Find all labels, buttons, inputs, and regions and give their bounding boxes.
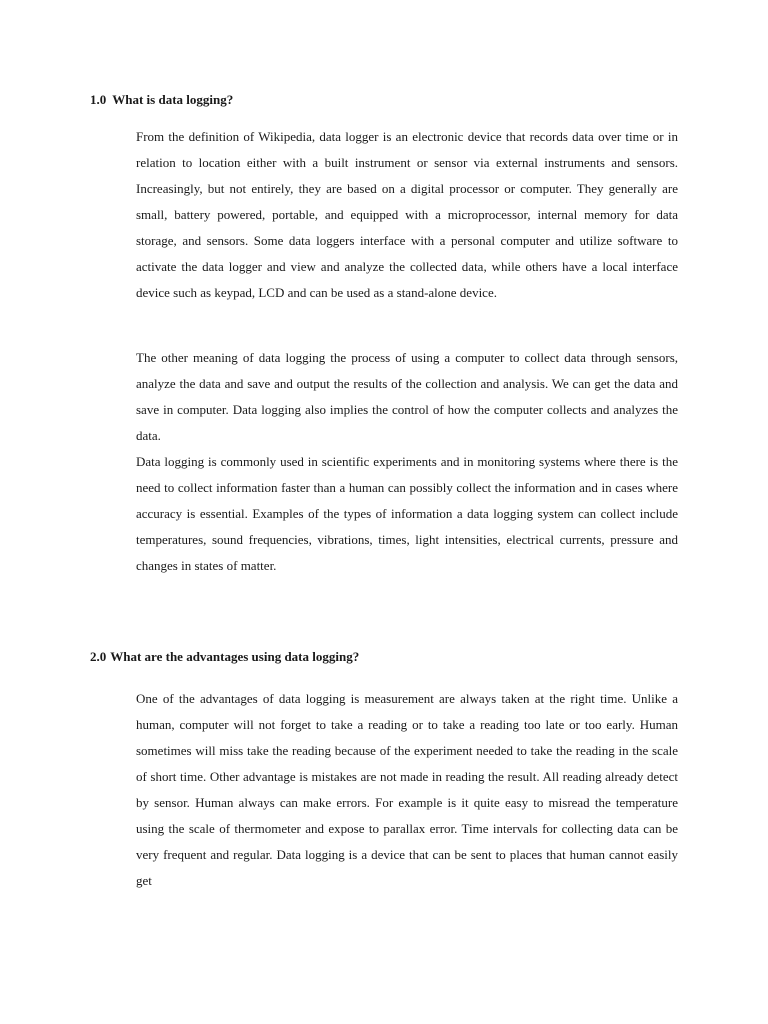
section-2-number: 2.0: [90, 649, 107, 664]
section-1-paragraph-3: Data logging is commonly used in scientific experiments and in monitoring systems where there is the need to collect information faster than a human can possibly collect the information and in cases where accuracy is essential. Examples of the types of information a data logging system can collect include temperatures, sound frequencies, vibrations, times, light intensities, electrical currents, pressure and changes in states of matter.: [136, 454, 678, 573]
section-1-number: 1.0: [90, 92, 107, 107]
section-1-paragraph-2: The other meaning of data logging the process of using a computer to collect data through sensors, analyze the data and save and output the results of the collection and analysis. We can get the data and save in computer. Data logging also implies the control of how the computer collects and analyzes the data.: [136, 350, 678, 443]
section-1-heading: [90, 92, 233, 108]
section-2-title: What are the advantages using data logging?: [110, 649, 360, 664]
section-2-paragraph-1: One of the advantages of data logging is measurement are always taken at the right time. Unlike a human, computer will not forget to take a reading or to take a reading too late or too early. Human sometimes will miss take the reading because of the experiment needed to take the reading in the scale of short time. Other advantage is mistakes are not made in reading the result. All reading already detect by sensor. Human always can make errors. For example is it quite easy to misread the temperature using the scale of thermometer and expose to parallax error. Time intervals for collecting data can be very frequent and regular. Data logging is a device that can be sent to places that human cannot easily get: [136, 691, 678, 888]
section-1-title: What is data logging?: [112, 92, 234, 107]
section-1-paragraph-1: From the definition of Wikipedia, data logger is an electronic device that records data over time or in relation to location either with a built instrument or sensor via external instruments and sensors. Increasingly, but not entirely, they are based on a digital processor or computer. They generally are small, battery powered, portable, and equipped with a microprocessor, internal memory for data storage, and sensors. Some data loggers interface with a personal computer and utilize software to activate the data logger and view and analyze the collected data, while others have a local interface device such as keypad, LCD and can be used as a stand-alone device.: [136, 129, 678, 300]
section-2-heading: [90, 649, 359, 665]
